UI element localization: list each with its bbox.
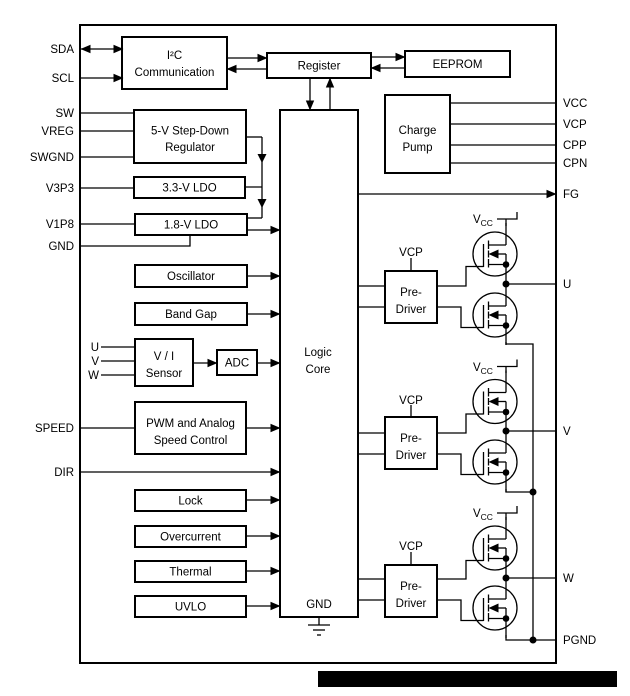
block-i2c-communication: [122, 37, 227, 89]
block-label: PWM and Analog: [146, 418, 235, 430]
junction-pgnd: [530, 637, 537, 644]
block-label: Pre-: [400, 581, 422, 593]
block-label: Pre-: [400, 433, 422, 445]
vcc-net-label: $V_{CC}$: [473, 214, 493, 228]
block-label: Communication: [134, 67, 215, 79]
block-label: ADC: [224, 357, 250, 370]
block-label: Thermal: [169, 566, 212, 579]
pin-swgnd: SWGND: [29, 152, 74, 164]
block-label: Pre-: [400, 287, 422, 299]
block-label: 5-V Step-Down: [151, 125, 229, 138]
pin-pgnd: PGND: [563, 635, 597, 647]
block-label: 3.3-V LDO: [162, 182, 217, 195]
vcp-net-label: VCP: [399, 541, 423, 553]
block-label: Lock: [178, 495, 203, 508]
pin-cpn: CPN: [563, 158, 588, 170]
block-label: Oscillator: [167, 271, 215, 283]
pin-vreg: VREG: [41, 126, 74, 138]
block-label: Sensor: [145, 368, 183, 380]
pin-sda: SDA: [50, 44, 74, 56]
block-label: Driver: [395, 450, 427, 462]
pin-w: W: [563, 573, 574, 585]
block-label: Pump: [402, 142, 433, 154]
vcp-net-label: VCP: [399, 247, 423, 259]
pin-v3p3: V3P3: [45, 183, 74, 195]
sensor-input-u: U: [90, 342, 99, 354]
pin-vcc: VCC: [563, 98, 588, 110]
junction-phase-v: [503, 428, 510, 435]
block-label: Charge: [398, 125, 437, 137]
block-label: Regulator: [165, 142, 215, 154]
block-label: UVLO: [174, 601, 207, 614]
pin-v1p8: V1P8: [45, 219, 74, 231]
sensor-input-v: V: [91, 356, 99, 368]
pin-scl: SCL: [51, 73, 74, 85]
junction-pgnd-rail-v: [530, 489, 537, 496]
pin-u: U: [563, 279, 572, 291]
pin-fg: FG: [563, 189, 579, 201]
pin-gnd: GND: [48, 241, 74, 253]
vcc-net-label: $V_{CC}$: [473, 362, 493, 376]
vcp-net-label: VCP: [399, 395, 423, 407]
block-label: V / I: [153, 351, 175, 363]
block-label: Speed Control: [153, 435, 228, 447]
pin-v: V: [563, 426, 571, 438]
pin-vcp: VCP: [563, 119, 587, 131]
block-label: I²C: [166, 50, 183, 62]
pin-dir: DIR: [54, 467, 74, 479]
block-label: Logic: [304, 347, 332, 359]
sensor-input-w: W: [88, 370, 99, 382]
block-label: Core: [305, 364, 331, 376]
pin-sw: SW: [55, 108, 74, 120]
block-label: Register: [297, 60, 341, 73]
pin-speed: SPEED: [35, 423, 74, 435]
logic-core-gnd-label: GND: [306, 599, 332, 611]
block-label: Overcurrent: [160, 531, 221, 544]
block-label: EEPROM: [432, 59, 483, 71]
pin-cpp: CPP: [563, 140, 587, 152]
redaction-bar: [318, 671, 617, 687]
block-label: Driver: [395, 304, 427, 316]
vcc-net-label: $V_{CC}$: [473, 508, 493, 522]
junction-phase-w: [503, 575, 510, 582]
junction-phase-u: [503, 281, 510, 288]
block-label: Band Gap: [165, 309, 217, 321]
block-label: 1.8-V LDO: [163, 219, 219, 232]
block-label: Driver: [395, 598, 427, 610]
